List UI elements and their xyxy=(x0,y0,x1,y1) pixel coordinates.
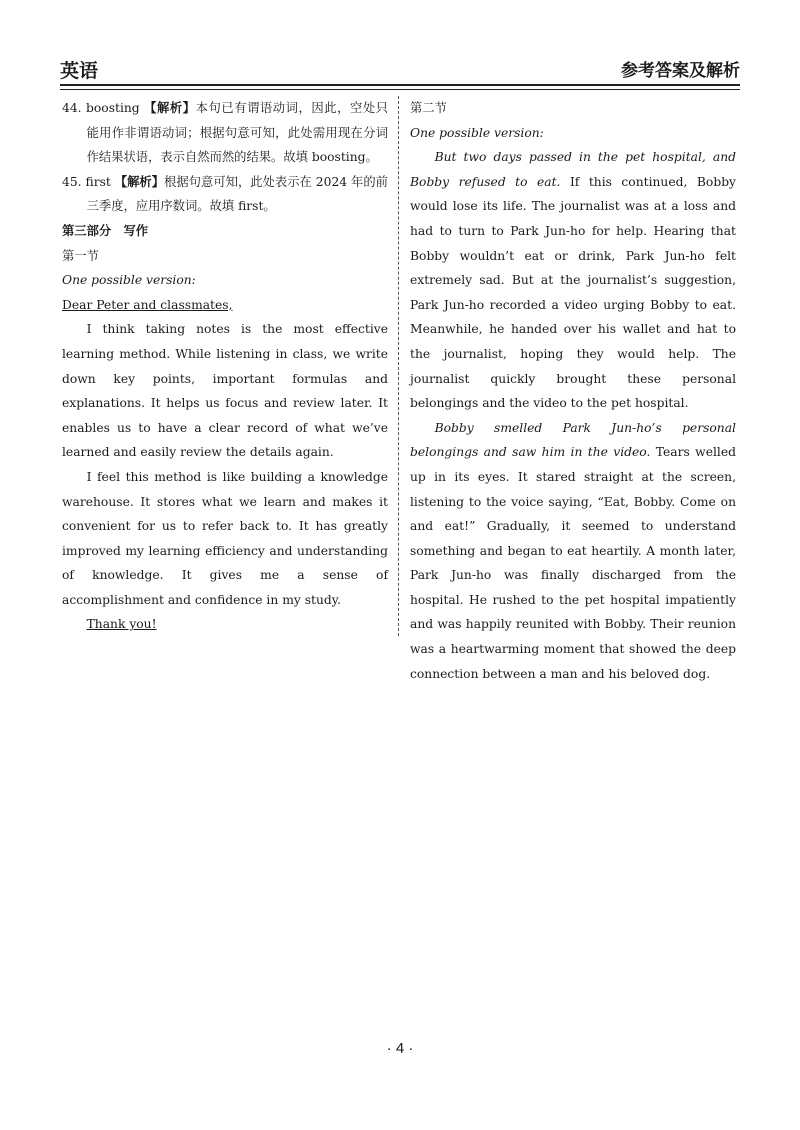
closing-text: Thank you! xyxy=(86,617,157,632)
subject-label: 英语 xyxy=(60,60,99,82)
section2-heading: 第二节 xyxy=(410,101,447,115)
section1-heading: 第一节 xyxy=(62,248,99,263)
closing xyxy=(62,612,388,637)
header-title: 参考答案及解析 xyxy=(621,61,740,81)
header-rule-thick xyxy=(60,84,740,86)
answer-45-tag: 【解析】 xyxy=(114,173,165,189)
salutation-text: Dear Peter and classmates, xyxy=(62,297,233,312)
story-paragraph-2 xyxy=(410,416,736,687)
story-paragraph-1-opening: But two days passed in the pet hospital, and Bobby refused to eat. xyxy=(410,150,736,189)
essay-paragraph-2: I feel this method is like building a knowledge warehouse. It stores what we learn and makes it convenient for us to refer back to. It has greatly improved my learning efficiency and understanding of knowledge. It gives me a sense of accomplishment and confidence in my study. xyxy=(62,469,388,607)
right-column xyxy=(410,96,736,686)
story-paragraph-1 xyxy=(410,145,736,416)
left-column xyxy=(62,96,388,637)
answer-44-number: 44. boosting xyxy=(62,101,140,115)
story-paragraph-2-body: Tears welled up in its eyes. It stared straight at the screen, listening to the voice saying, “Eat, Bobby. Come on and eat!” Gradually, it seemed to understand something and began to eat heartily. A month later, Park Jun-ho was finally discharged from the hospital. He rushed to the pet hospital impatiently and was happily reunited with Bobby. Their reunion was a heartwarming moment that showed the deep connection between a man and his beloved dog. xyxy=(410,445,736,681)
column-divider xyxy=(398,96,399,636)
version-label-right: One possible version: xyxy=(410,125,544,140)
answer-44 xyxy=(62,96,388,170)
page-number: · 4 · xyxy=(386,1040,414,1057)
header-rule-thin xyxy=(60,89,740,90)
story-paragraph-2-opening: Bobby smelled Park Jun-ho’s personal belongings and saw him in the video. xyxy=(410,420,736,460)
answer-44-text: 本句已有谓语动词，因此，空处只能用作非谓语动词；根据句意可知，此处需用现在分词作结果状语，表示自然而然的结果。故填 boosting。 xyxy=(86,101,388,165)
salutation xyxy=(62,293,388,318)
answer-45-text: 根据句意可知，此处表示在 2024 年的前三季度，应用序数词。故填 first。 xyxy=(86,174,388,214)
answer-45 xyxy=(62,170,388,219)
version-label-left: One possible version: xyxy=(62,273,196,288)
answer-45-number: 45. first xyxy=(62,174,111,189)
page-header xyxy=(60,52,740,86)
answer-44-tag: 【解析】 xyxy=(144,100,196,115)
story-paragraph-1-body: If this continued, Bobby would lose its life. The journalist was at a loss and had to turn to Park Jun-ho for help. Hearing that Bobby wouldn’t eat or drink, Park Jun-ho felt extremely sad. But at the journalist’s suggestion, Park Jun-ho recorded a video urging Bobby to eat. Meanwhile, he handed over his wallet and hat to the journalist, hoping they would help. The journalist quickly brought these personal belongings and the video to the pet hospital. xyxy=(410,174,737,411)
part3-heading: 第三部分 写作 xyxy=(62,222,149,238)
essay-paragraph-1: I think taking notes is the most effective learning method. While listening in class, we write down key points, important formulas and explanations. It helps us focus and review later. It enables us to have a clear record of what we’ve learned and easily review the details again. xyxy=(62,322,388,460)
